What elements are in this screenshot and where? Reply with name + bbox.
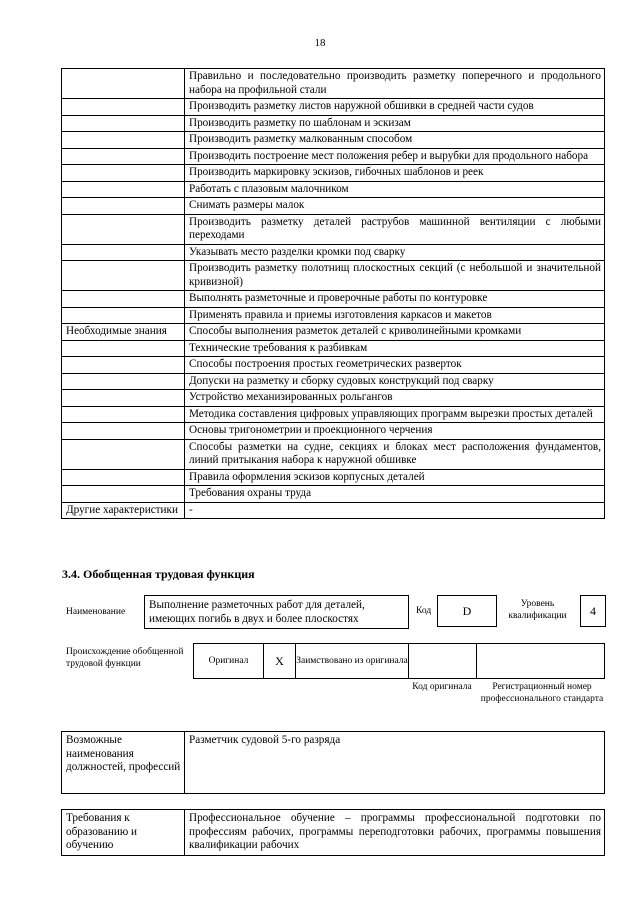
table-row xyxy=(62,439,605,469)
row-text: - xyxy=(185,502,605,519)
row-category xyxy=(62,469,185,486)
name-label: Наименование xyxy=(66,607,126,617)
row-category xyxy=(62,165,185,182)
row-text: Технические требования к разбивкам xyxy=(185,340,605,357)
table-row xyxy=(62,324,605,341)
row-text: Производить разметку листов наружной обшивки в средней части судов xyxy=(185,99,605,116)
row-category xyxy=(62,181,185,198)
table-row xyxy=(62,181,605,198)
row-category xyxy=(62,439,185,469)
original-label: Оригинал xyxy=(194,644,264,679)
origin-row xyxy=(193,643,605,679)
row-text: Выполнять разметочные и проверочные работы по контуровке xyxy=(185,291,605,308)
table-row xyxy=(62,244,605,261)
table-row xyxy=(62,165,605,182)
positions-label: Возможные наименования должностей, профессий xyxy=(62,732,185,794)
row-category xyxy=(62,486,185,503)
row-text: Допуски на разметку и сборку судовых конструкций под сварку xyxy=(185,373,605,390)
row-category xyxy=(62,214,185,244)
row-text: Указывать место разделки кромки под сварку xyxy=(185,244,605,261)
row-category xyxy=(62,261,185,291)
function-name-field: Выполнение разметочных работ для деталей, имеющих погибь в двух и более плоскостях xyxy=(144,595,409,629)
code-value: D xyxy=(437,595,497,627)
row-category: Другие характеристики xyxy=(62,502,185,519)
table-row xyxy=(62,423,605,440)
table-row xyxy=(62,406,605,423)
positions-table xyxy=(61,731,605,794)
table-row xyxy=(62,357,605,374)
table-row xyxy=(62,469,605,486)
row-category xyxy=(62,132,185,149)
skills-knowledge-table xyxy=(61,68,605,519)
code-label: Код xyxy=(416,606,432,616)
code-original-cell xyxy=(409,644,477,679)
education-label: Требования к образованию и обучению xyxy=(62,810,185,856)
row-text: Требования охраны труда xyxy=(185,486,605,503)
table-row xyxy=(62,261,605,291)
row-text: Производить разметку малкованным способом xyxy=(185,132,605,149)
row-text: Производить построение мест положения ребер и вырубки для продольного набора xyxy=(185,148,605,165)
row-category xyxy=(62,340,185,357)
table-row xyxy=(62,486,605,503)
row-category xyxy=(62,115,185,132)
level-value: 4 xyxy=(580,595,606,627)
row-category xyxy=(62,373,185,390)
table-row xyxy=(62,69,605,99)
table-row xyxy=(62,132,605,149)
education-table xyxy=(61,809,605,856)
origin-label: Происхождение обобщенной трудовой функции xyxy=(66,647,184,669)
row-text: Методика составления цифровых управляющих программ вырезки простых деталей xyxy=(185,406,605,423)
code-original-label: Код оригинала xyxy=(412,682,472,692)
table-row xyxy=(62,115,605,132)
row-text: Производить разметку полотнищ плоскостных секций (с небольшой и значительной кривизной) xyxy=(185,261,605,291)
row-category xyxy=(62,423,185,440)
row-category xyxy=(62,69,185,99)
table-row xyxy=(62,307,605,324)
row-category xyxy=(62,291,185,308)
level-label: Уровень квалификации xyxy=(508,599,567,621)
row-text: Работать с плазовым малочником xyxy=(185,181,605,198)
row-text: Производить разметку по шаблонам и эскизам xyxy=(185,115,605,132)
row-text: Снимать размеры малок xyxy=(185,198,605,215)
table-row xyxy=(62,291,605,308)
borrowed-label: Заимствовано из оригинала xyxy=(296,644,409,679)
row-text: Способы выполнения разметок деталей с криволинейными кромками xyxy=(185,324,605,341)
row-category xyxy=(62,244,185,261)
row-category xyxy=(62,198,185,215)
education-value: Профессиональное обучение – программы профессиональной подготовки по профессиям рабочих, программы переподготовки рабочих, программы повышения квалификации рабочих xyxy=(185,810,605,856)
row-category xyxy=(62,99,185,116)
table-row xyxy=(62,502,605,519)
reg-number-label: Регистрационный номер профессионального стандарта xyxy=(480,682,604,704)
row-category xyxy=(62,357,185,374)
row-text: Основы тригонометрии и проекционного черчения xyxy=(185,423,605,440)
row-text: Устройство механизированных рольгангов xyxy=(185,390,605,407)
row-category: Необходимые знания xyxy=(62,324,185,341)
row-text: Правильно и последовательно производить разметку поперечного и продольного набора на профильной стали xyxy=(185,69,605,99)
page-number: 18 xyxy=(314,37,326,49)
reg-number-cell xyxy=(477,644,605,679)
row-text: Способы разметки на судне, секциях и блоках мест расположения фундаментов, линий притыкания набора к наружной обшивке xyxy=(185,439,605,469)
table-row xyxy=(62,373,605,390)
row-text: Производить разметку деталей раструбов машинной вентиляции с любыми переходами xyxy=(185,214,605,244)
original-mark: X xyxy=(264,644,296,679)
row-category xyxy=(62,406,185,423)
row-category xyxy=(62,307,185,324)
table-row xyxy=(62,198,605,215)
row-text: Способы построения простых геометрических разверток xyxy=(185,357,605,374)
section-title: 3.4. Обобщенная трудовая функция xyxy=(62,567,255,581)
row-category xyxy=(62,148,185,165)
table-row xyxy=(62,148,605,165)
table-row xyxy=(62,390,605,407)
row-text: Применять правила и приемы изготовления каркасов и макетов xyxy=(185,307,605,324)
table-row xyxy=(62,214,605,244)
row-text: Производить маркировку эскизов, гибочных шаблонов и реек xyxy=(185,165,605,182)
row-text: Правила оформления эскизов корпусных деталей xyxy=(185,469,605,486)
positions-value: Разметчик судовой 5-го разряда xyxy=(185,732,605,794)
table-row xyxy=(62,340,605,357)
table-row xyxy=(62,99,605,116)
row-category xyxy=(62,390,185,407)
